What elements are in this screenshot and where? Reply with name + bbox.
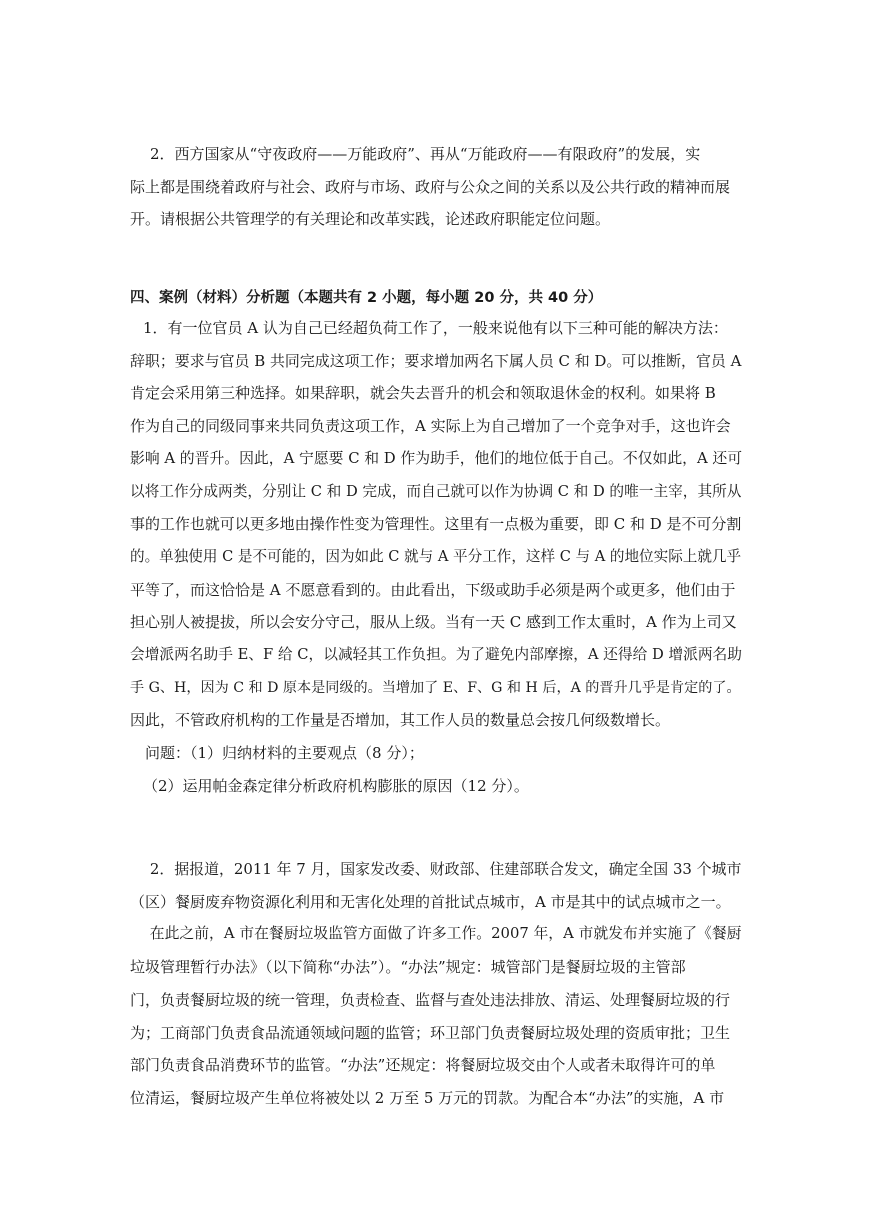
case-1-material	[130, 312, 742, 803]
text-line: 影响 A 的晋升。因此，A 宁愿要 C 和 D 作为助手，他们的地位低于自己。不仅如此，A 还可	[130, 449, 743, 467]
question-prompt-2: （2）运用帕金森定律分析政府机构膨胀的原因（12 分）。	[143, 776, 529, 795]
text-line: 的。单独使用 C 是不可能的，因为如此 C 就与 A 平分工作，这样 C 与 A 的地位实际上就几乎	[130, 547, 742, 565]
text-line: 垃圾管理暂行办法》（以下简称“办法”）。“办法”规定：城管部门是餐厨垃圾的主管部	[130, 958, 686, 977]
question-prompt-1: 问题：（1）归纳材料的主要观点（8 分）；	[145, 744, 424, 763]
text-line: 部门负责食品消费环节的监管。“办法”还规定：将餐厨垃圾交由个人或者未取得许可的单	[130, 1056, 716, 1075]
text-line: 2．据报道，2011 年 7 月，国家发改委、财政部、住建部联合发文，确定全国 33 个城市	[135, 860, 742, 878]
text-line: 际上都是围绕着政府与社会、政府与市场、政府与公众之间的关系以及公共行政的精神而展	[130, 177, 731, 196]
text-line: 事的工作也就可以更多地由操作性变为管理性。这里有一点极为重要，即 C 和 D 是不可分割	[130, 515, 742, 534]
text-line: 位清运，餐厨垃圾产生单位将被处以 2 万至 5 万元的罚款。为配合本“办法”的实施，A 市	[130, 1088, 725, 1107]
text-line: 会增派两名助手 E、F 给 C，以减轻其工作负担。为了避免内部摩擦，A 还得给 D 增派两名助	[130, 646, 742, 664]
text-line: 手 G、H，因为 C 和 D 原本是同级的。当增加了 E、F、G 和 H 后，A 的晋升几乎是肯定的了。	[130, 679, 741, 696]
text-line: 以将工作分成两类，分别让 C 和 D 完成，而自己就可以作为协调 C 和 D 的唯一主宰，其所从	[130, 482, 742, 500]
text-line: 在此之前，A 市在餐厨垃圾监管方面做了许多工作。2007 年，A 市就发布并实施了《餐厨	[135, 925, 742, 943]
essay-question-2	[130, 138, 742, 236]
text-line: 2．西方国家从“守夜政府——万能政府”、再从“万能政府——有限政府”的发展，实	[135, 145, 701, 163]
section-four-heading: 四、案例（材料）分析题（本题共有 2 小题，每小题 20 分，共 40 分）	[130, 290, 603, 306]
text-line: 辞职；要求与官员 B 共同完成这项工作；要求增加两名下属人员 C 和 D。可以推断，官员 A	[130, 351, 742, 370]
text-line: 平等了，而这恰恰是 A 不愿意看到的。由此看出，下级或助手必须是两个或更多，他们由于	[130, 580, 736, 599]
text-line: 门，负责餐厨垃圾的统一管理，负责检查、监督与查处违法排放、清运、处理餐厨垃圾的行	[130, 990, 731, 1009]
text-line: 为；工商部门负责食品流通领域问题的监管；环卫部门负责餐厨垃圾处理的资质审批；卫生	[130, 1023, 731, 1042]
case-2-material	[130, 853, 742, 1115]
text-line: （区）餐厨废弃物资源化利用和无害化处理的首批试点城市，A 市是其中的试点城市之一。	[130, 892, 731, 911]
text-line: 1．有一位官员 A 认为自己已经超负荷工作了，一般来说他有以下三种可能的解决方法：	[143, 319, 728, 337]
text-line: 作为自己的同级同事来共同负责这项工作，A 实际上为自己增加了一个竞争对手，这也许会	[130, 417, 731, 436]
text-line: 开。请根据公共管理学的有关理论和改革实践，论述政府职能定位问题。	[130, 210, 611, 229]
text-line: 担心别人被提拔，所以会安分守己，服从上级。当有一天 C 感到工作太重时，A 作为上司又	[130, 613, 737, 632]
text-line: 肯定会采用第三种选择。如果辞职，就会失去晋升的机会和领取退休金的权利。如果将 B	[130, 384, 716, 403]
text-line: 因此，不管政府机构的工作量是否增加，其工作人员的数量总会按几何级数增长。	[130, 711, 671, 730]
